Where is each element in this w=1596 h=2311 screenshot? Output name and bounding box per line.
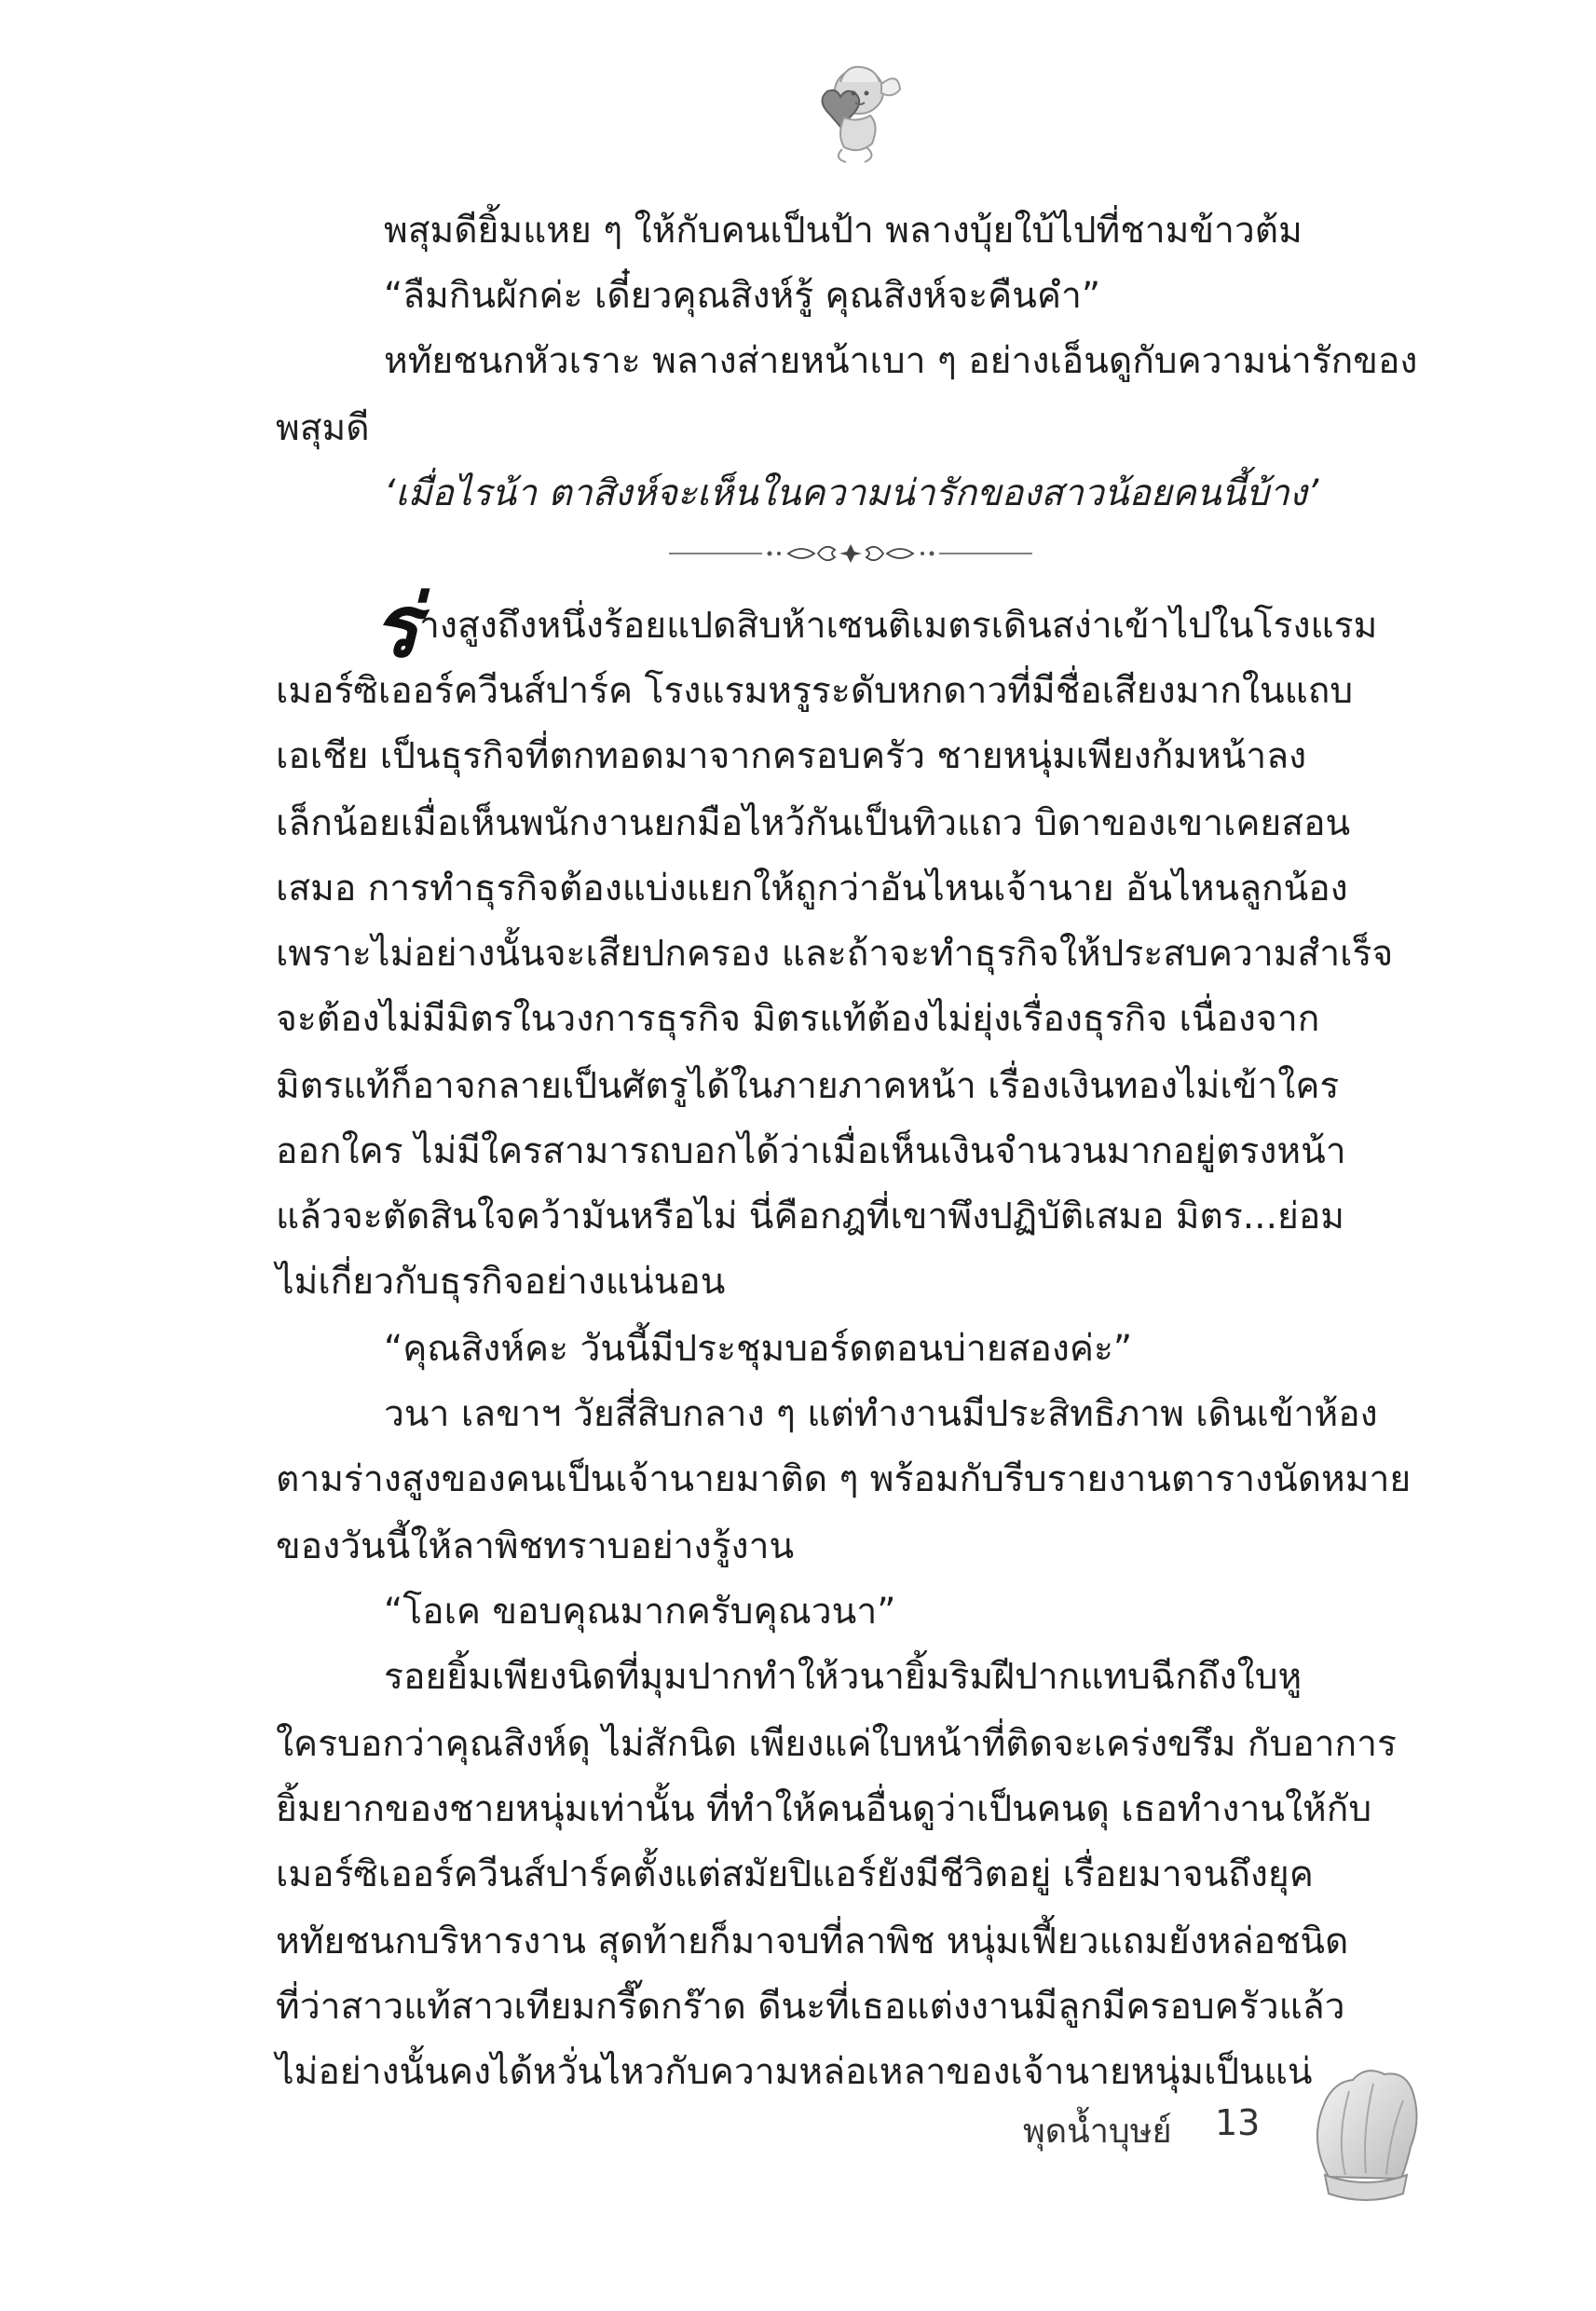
cupid-heart-icon bbox=[801, 56, 904, 168]
paragraph-line: เล็กน้อยเมื่อเห็นพนักงานยกมือไหว้กันเป็นทิวแถว บิดาของเขาเคยสอน bbox=[276, 802, 1351, 844]
paragraph-line: ไม่เกี่ยวกับธุรกิจอย่างแน่นอน bbox=[276, 1261, 726, 1303]
paragraph-line: เอเชีย เป็นธุรกิจที่ตกทอดมาจากครอบครัว ชายหนุ่มเพียงก้มหน้าลง bbox=[276, 735, 1307, 777]
paragraph-line: มิตรแท้ก็อาจกลายเป็นศัตรูได้ในภายภาคหน้า เรื่องเงินทองไม่เข้าใคร bbox=[276, 1065, 1340, 1107]
dialogue-line: “คุณสิงห์คะ วันนี้มีประชุมบอร์ดตอนบ่ายสองค่ะ” bbox=[384, 1328, 1133, 1370]
paragraph-line: หทัยชนกบริหารงาน สุดท้ายก็มาจบที่ลาพิช หนุ่มเฟี้ยวแถมยังหล่อชนิด bbox=[276, 1921, 1349, 1962]
dialogue-line: “ลืมกินผักค่ะ เดี๋ยวคุณสิงห์รู้ คุณสิงห์จะคืนคำ” bbox=[384, 275, 1101, 317]
paragraph-line: พสุมดี bbox=[276, 407, 370, 449]
paragraph-line: างสูงถึงหนึ่งร้อยแปดสิบห้าเซนติเมตรเดินสง่าเข้าไปในโรงแรม bbox=[419, 605, 1378, 647]
paragraph-line: ออกใคร ไม่มีใครสามารถบอกได้ว่าเมื่อเห็นเงินจำนวนมากอยู่ตรงหน้า bbox=[276, 1130, 1346, 1172]
dialogue-line: “โอเค ขอบคุณมากครับคุณวนา” bbox=[384, 1591, 896, 1633]
chef-hat-icon bbox=[1312, 2065, 1420, 2205]
paragraph-line: ที่ว่าสาวแท้สาวเทียมกรี๊ดกร๊าด ดีนะที่เธอแต่งงานมีลูกมีครอบครัวแล้ว bbox=[276, 1986, 1345, 2028]
paragraph-line: ใครบอกว่าคุณสิงห์ดุ ไม่สักนิด เพียงแค่ใบหน้าที่ติดจะเคร่งขรึม กับอาการ bbox=[276, 1723, 1398, 1765]
drop-cap: ร่ bbox=[373, 576, 419, 677]
paragraph-line: เสมอ การทำธุรกิจต้องแบ่งแยกให้ถูกว่าอันไหนเจ้านาย อันไหนลูกน้อง bbox=[276, 868, 1348, 909]
paragraph-line: เมอร์ซิเออร์ควีนส์ปาร์ค โรงแรมหรูระดับหกดาวที่มีชื่อเสียงมากในแถบ bbox=[276, 670, 1354, 712]
paragraph-line: ตามร่างสูงของคนเป็นเจ้านายมาติด ๆ พร้อมกับรีบรายงานตารางนัดหมาย bbox=[276, 1458, 1412, 1500]
paragraph-line: ยิ้มยากของชายหนุ่มเท่านั้น ที่ทำให้คนอื่นดูว่าเป็นคนดุ เธอทำงานให้กับ bbox=[276, 1788, 1372, 1830]
paragraph-line: เพราะไม่อย่างนั้นจะเสียปกครอง และถ้าจะทำธุรกิจให้ประสบความสำเร็จ bbox=[276, 933, 1394, 975]
paragraph-line: วนา เลขาฯ วัยสี่สิบกลาง ๆ แต่ทำงานมีประสิทธิภาพ เดินเข้าห้อง bbox=[384, 1393, 1378, 1435]
paragraph-line: แล้วจะตัดสินใจคว้ามันหรือไม่ นี่คือกฎที่เขาพึงปฏิบัติเสมอ มิตร...ย่อม bbox=[276, 1196, 1344, 1238]
paragraph-line: จะต้องไม่มีมิตรในวงการธุรกิจ มิตรแท้ต้องไม่ยุ่งเรื่องธุรกิจ เนื่องจาก bbox=[276, 998, 1320, 1040]
page-number: 13 bbox=[1215, 2102, 1261, 2143]
paragraph-line: พสุมดียิ้มแหย ๆ ให้กับคนเป็นป้า พลางบุ้ยใบ้ไปที่ชามข้าวต้ม bbox=[384, 210, 1303, 252]
thought-line: ‘เมื่อไรน้า ตาสิงห์จะเห็นในความน่ารักของสาวน้อยคนนี้บ้าง’ bbox=[384, 472, 1319, 514]
book-title: พุดน้ำบุษย์ bbox=[1023, 2113, 1172, 2151]
paragraph-line: ไม่อย่างนั้นคงได้หวั่นไหวกับความหล่อเหลาของเจ้านายหนุ่มเป็นแน่ bbox=[276, 2051, 1313, 2093]
paragraph-line: หทัยชนกหัวเราะ พลางส่ายหน้าเบา ๆ อย่างเอ็นดูกับความน่ารักของ bbox=[384, 340, 1418, 382]
ornamental-divider-icon bbox=[669, 542, 1032, 565]
paragraph-line: ของวันนี้ให้ลาพิชทราบอย่างรู้งาน bbox=[276, 1525, 795, 1567]
paragraph-line: รอยยิ้มเพียงนิดที่มุมปากทำให้วนายิ้มริมฝีปากแทบฉีกถึงใบหู bbox=[384, 1656, 1303, 1698]
paragraph-line: เมอร์ซิเออร์ควีนส์ปาร์คตั้งแต่สมัยปิแอร์ยังมีชีวิตอยู่ เรื่อยมาจนถึงยุค bbox=[276, 1853, 1314, 1895]
